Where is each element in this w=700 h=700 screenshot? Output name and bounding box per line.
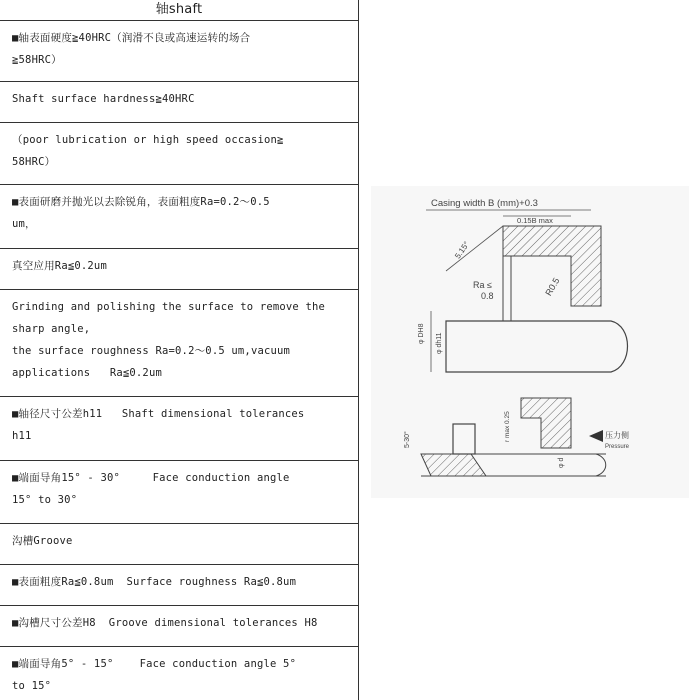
table-row	[0, 290, 358, 397]
row-line: the surface roughness Ra=0.2～0.5 um,vacuum	[12, 345, 291, 357]
table-row	[0, 565, 358, 606]
table-row	[0, 21, 358, 82]
technical-drawing	[371, 186, 689, 498]
table-title-text: 轴shaft	[155, 2, 203, 17]
shaft-break	[596, 454, 606, 476]
row-line: ■端面导角15° - 30° Face conduction angle	[12, 472, 290, 484]
row-line: h11	[12, 430, 32, 442]
row-line: ■表面粗度Ra≦0.8um Surface roughness Ra≦0.8um	[12, 576, 297, 588]
dh11-label: φ dh11	[436, 332, 443, 354]
row-line: ■轴径尺寸公差h11 Shaft dimensional tolerances	[12, 408, 305, 420]
phid-label: φ d	[558, 457, 565, 468]
table-title	[0, 0, 358, 21]
row-line: Shaft surface hardness≧40HRC	[12, 93, 195, 105]
row-line: 沟槽Groove	[12, 535, 73, 547]
angle-label: 5.15°	[453, 239, 472, 261]
slope-label: 5-30°	[404, 431, 411, 448]
dh8-label: φ DH8	[418, 323, 425, 344]
table-row	[0, 123, 358, 185]
chamfer-line	[446, 226, 503, 271]
row-line: 15° to 30°	[12, 494, 78, 506]
pressure-en-label: Pressure	[605, 444, 630, 450]
row-line: applications Ra≦0.2um	[12, 367, 162, 379]
table-row	[0, 82, 358, 123]
row-line: 58HRC）	[12, 156, 56, 168]
table-row	[0, 606, 358, 647]
row-line: （poor lubrication or high speed occasion≧	[12, 134, 284, 146]
table-row	[0, 647, 358, 700]
row-line: ■轴表面硬度≧40HRC（润滑不良或高速运转的场合	[12, 32, 251, 44]
table-row	[0, 397, 358, 461]
casing-width-label: Casing width B (mm)+0.3	[431, 198, 538, 209]
row-line: to 15°	[12, 680, 52, 692]
row-line: 真空应用Ra≦0.2um	[12, 260, 107, 272]
rmax-label: r max 0.25	[504, 411, 511, 442]
row-line: ≧58HRC）	[12, 54, 62, 66]
seal-ring	[453, 424, 475, 454]
row-line: ■表面研磨并抛光以去除锐角，表面粗度Ra=0.2～0.5	[12, 196, 270, 208]
ra-value: 0.8	[481, 291, 494, 301]
table-row	[0, 524, 358, 565]
ra-label: Ra ≤	[473, 280, 492, 290]
b-max-label: 0.15B max	[517, 216, 553, 225]
row-line: ■端面导角5° - 15° Face conduction angle 5°	[12, 658, 297, 670]
pressure-arrow-icon	[589, 430, 603, 442]
table-row	[0, 249, 358, 290]
row-line: sharp angle,	[12, 323, 91, 335]
shaft-outline	[446, 321, 628, 372]
row-line: um，	[12, 218, 36, 230]
row-line: ■沟槽尺寸公差H8 Groove dimensional tolerances H8	[12, 617, 318, 629]
row-line: Grinding and polishing the surface to remove the	[12, 301, 326, 313]
r05-label: R0.5	[543, 275, 562, 298]
table-row	[0, 461, 358, 524]
groove-section	[521, 398, 571, 448]
drawing-svg	[371, 186, 689, 498]
table-row	[0, 185, 358, 249]
shaft-lower-section	[421, 454, 486, 476]
pressure-cn-label: 压力侧	[605, 431, 629, 440]
